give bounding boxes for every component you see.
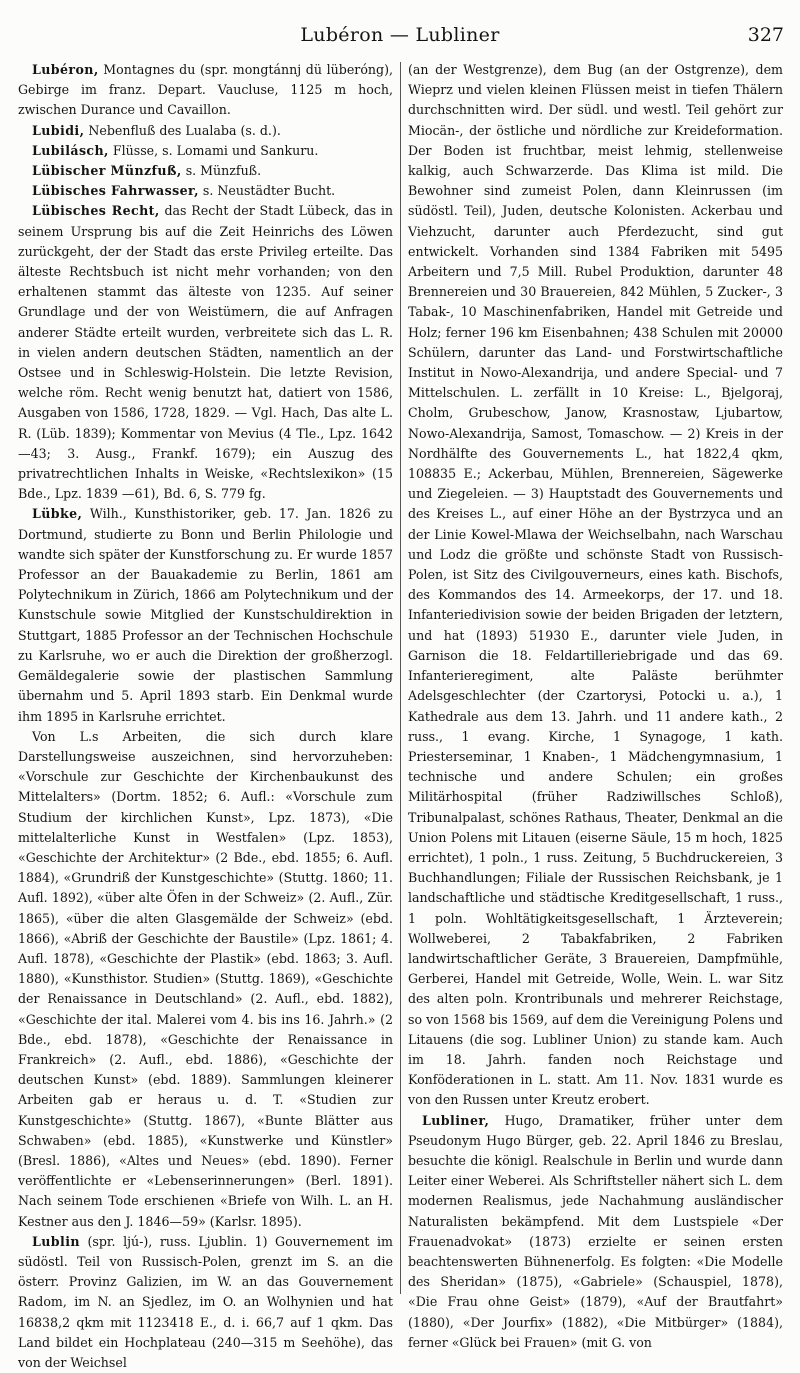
- text-columns: [18, 60, 784, 1370]
- running-head: [16, 24, 784, 52]
- entry-headword: Lübischer Münzfuß,: [32, 163, 182, 179]
- left-column: [18, 60, 393, 1370]
- entry-paragraph: [18, 181, 393, 201]
- entry-text: s. Neustädter Bucht.: [198, 183, 336, 199]
- entry-text: (spr. ljú-), russ. Ljublin. 1) Gouvernement im südöstl. Teil von Russisch-Polen, grenzt im S. an die österr. Provinz Galizien, im W. an das Gouvernement Radom, im N. an Sjedlez, im O. an Wolhynien und hat 16838,2 qkm mit 1123418 E., d. i. 66,7 auf 1 qkm. Das Land bildet ein Hochplateau (240—315 m Seehöhe), das von der Weichsel: [18, 1233, 393, 1370]
- entry-text: s. Münzfuß.: [181, 163, 262, 179]
- entry-text: Montagnes du (spr. mongtánnj dü lüberóng), Gebirge im franz. Depart. Vaucluse, 1125 m hoch, zwischen Durance und Cavaillon.: [18, 62, 393, 118]
- entry-paragraph: [408, 60, 783, 1111]
- entry-paragraph: [18, 727, 393, 1232]
- entry-text: Nebenfluß des Lualaba (s. d.).: [84, 122, 281, 138]
- entry-headword: Lubidi,: [32, 122, 85, 138]
- entry-paragraph: [18, 1232, 393, 1373]
- right-column: [408, 60, 783, 1350]
- entry-text: (an der Westgrenze), dem Bug (an der Ostgrenze), dem Wieprz und vielen kleinen Flüssen meist in tiefen Thälern durchschnitten wird. Der südl. und westl. Teil gehört zur Miocän-, der östliche und nördliche zur Kreideformation. Der Boden ist fruchtbar, meist lehmig, stellenweise kalkig, auch Schwarzerde. Das Klima ist mild. Die Bewohner sind zumeist Polen, dann Kleinrussen (im südöstl. Teil), Juden, deutsche Kolonisten. Ackerbau und Viehzucht, darunter auch Pferdezucht, sind gut entwickelt. Vorhanden sind 1384 Fabriken mit 5495 Arbeitern und 7,5 Mill. Rubel Produktion, darunter 48 Brennereien und 30 Brauereien, 842 Mühlen, 5 Zucker-, 3 Tabak-, 10 Maschinenfabriken, Handel mit Getreide und Holz; ferner 196 km Eisenbahnen; 438 Schulen mit 20000 Schülern, darunter das Land- und Forstwirtschaftliche Institut in Nowo-Alexandrija, und andere Special- und 7 Mittelschulen. L. zerfällt in 10 Kreise: L., Bjelgoraj, Cholm, Grubeschow, Janow, Krasnostaw, Ljubartow, Nowo-Alexandrija, Samost, Tomaschow. — 2) Kreis in der Nordhälfte des Gouvernements L., hat 1822,4 qkm, 108835 E.; Ackerbau, Mühlen, Brennereien, Sägewerke und Ziegeleien. — 3) Hauptstadt des Gouvernements und des Kreises L., auf einer Höhe an der Bystrzyca und an der Linie Kowel-Mlawa der Weichselbahn, nach Warschau und Lodz die größte und schönste Stadt von Russisch-Polen, ist Sitz des Civilgouverneurs, eines kath. Bischofs, des Kommandos des 14. Armeekorps, der 17. und 18. Infanteriedivision sowie der beiden Brigaden der letztern, und hat (1893) 51930 E., darunter viele Juden, in Garnison die 18. Feldartilleriebrigade und das 69. Infanterieregiment, alte Paläste berühmter Adelsgeschlechter (der Czartorysi, Potocki u. a.), 1 Kathedrale aus dem 13. Jahrh. und 11 andere kath., 2 russ., 1 evang. Kirche, 1 Synagoge, 1 kath. Priesterseminar, 1 Knaben-, 1 Mädchengymnasium, 1 technische und andere Schulen; ein großes Militärhospital (früher Radziwillsches Schloß), Tribunalpalast, schönes Rathaus, Theater, Denkmal an die Union Polens mit Litauen (eiserne Säule, 15 m hoch, 1825 errichtet), 1 poln., 1 russ. Zeitung, 5 Buchdruckereien, 3 Buchhandlungen; Filiale der Russischen Reichsbank, je 1 landschaftliche und städtische Kreditgesellschaft, 1 russ., 1 poln. Wohltätigkeitsgesellschaft, 1 Ärzteverein; Wollweberei, 2 Tabakfabriken, 2 Fabriken landwirtschaftlicher Geräte, 3 Brauereien, Dampfmühle, Gerberei, Handel mit Getreide, Wolle, Wein. L. war Sitz des alten poln. Krontribunals und mehrerer Reichstage, so von 1568 bis 1569, auf dem die Vereinigung Polens und Litauens (die sog. Lubliner Union) zu stande kam. Auch im 18. Jahrh. fanden noch Reichstage und Konföderationen in L. statt. Am 11. Nov. 1831 wurde es von den Russen unter Kreutz erobert.: [408, 62, 783, 1108]
- entry-text: Flüsse, s. Lomami und Sankuru.: [108, 142, 319, 158]
- entry-headword: Lubilásch,: [32, 142, 109, 158]
- entry-paragraph: [18, 60, 393, 121]
- running-title: Lubéron — Lubliner: [300, 24, 500, 46]
- page-number: 327: [747, 24, 784, 46]
- entry-headword: Lübisches Recht,: [32, 203, 160, 219]
- entry-paragraph: [18, 141, 393, 161]
- entry-paragraph: [18, 161, 393, 181]
- entry-headword: Lubéron,: [32, 62, 99, 77]
- entry-headword: Lubliner,: [422, 1112, 490, 1128]
- entry-paragraph: [18, 504, 393, 726]
- entry-paragraph: [18, 121, 393, 141]
- entry-text: Von L.s Arbeiten, die sich durch klare Darstellungsweise auszeichnen, sind hervorzuheben: «Vorschule zur Geschichte der Kirchenbaukunst des Mittelalters» (Dortm. 1852; 6. Aufl.: «Vorschule zum Studium der kirchlichen Kunst», Lpz. 1873), «Die mittelalterliche Kunst in Westfalen» (Lpz. 1853), «Geschichte der Architektur» (2 Bde., ebd. 1855; 6. Aufl. 1884), «Grundriß der Kunstgeschichte» (Stuttg. 1860; 11. Aufl. 1892), «über alte Öfen in der Schweiz» (2. Aufl., Zür. 1865), «über die alten Glasgemälde der Schweiz» (ebd. 1866), «Abriß der Geschichte der Baustile» (Lpz. 1861; 4. Aufl. 1878), «Geschichte der Plastik» (ebd. 1863; 3. Aufl. 1880), «Kunsthistor. Studien» (Stuttg. 1869), «Geschichte der Renaissance in Deutschland» (2. Aufl., ebd. 1882), «Geschichte der ital. Malerei vom 4. bis ins 16. Jahrh.» (2 Bde., ebd. 1878), «Geschichte der Renaissance in Frankreich» (2. Aufl., ebd. 1886), «Geschichte der deutschen Kunst» (ebd. 1889). Sammlungen kleinerer Arbeiten gab er heraus u. d. T. «Studien zur Kunstgeschichte» (Stuttg. 1867), «Bunte Blätter aus Schwaben» (ebd. 1885), «Kunstwerke und Künstler» (Bresl. 1886), «Altes und Neues» (ebd. 1890). Ferner veröffentlichte er «Lebenserinnerungen» (Berl. 1891). Nach seinem Tode erschienen «Briefe von Wilh. L. an H. Kestner aus den J. 1846—59» (Karlsr. 1895).: [18, 728, 393, 1229]
- entry-paragraph: [18, 201, 393, 504]
- entry-headword: Lübke,: [32, 506, 83, 522]
- entry-headword: Lübisches Fahrwasser,: [32, 183, 199, 199]
- entry-text: das Recht der Stadt Lübeck, das in seinem Ursprung bis auf die Zeit Heinrichs des Löwen zurückgeht, der der Stadt das erste Privileg erteilte. Das älteste Rechtsbuch ist nicht mehr vorhanden; von den erhaltenen stammt das älteste von 1235. Auf seiner Grundlage und der von Weistümern, die auf Anfragen anderer Städte erteilt wurden, verbreitete sich das L. R. in vielen andern deutschen Städten, namentlich an der Ostsee und in Schleswig-Holstein. Die letzte Revision, welche röm. Recht wenig benutzt hat, datiert von 1586, Ausgaben von 1586, 1728, 1829. — Vgl. Hach, Das alte L. R. (Lüb. 1839); Kommentar von Mevius (4 Tle., Lpz. 1642—43; 3. Ausg., Frankf. 1679); ein Auszug des privatrechtlichen Inhalts in Weiske, «Rechtslexikon» (15 Bde., Lpz. 1839 —61), Bd. 6, S. 779 fg.: [18, 203, 393, 502]
- entry-text: Hugo, Dramatiker, früher unter dem Pseudonym Hugo Bürger, geb. 22. April 1846 zu Breslau, besuchte die königl. Realschule in Berlin und wurde dann Leiter einer Weberei. Als Schriftsteller nähert sich L. dem modernen Realismus, jede Nachahmung ausländischer Naturalisten bekämpfend. Mit dem Lustspiele «Der Frauenadvokat» (1873) erzielte er seinen ersten beachtenswerten Bühnenerfolg. Es folgten: «Die Modelle des Sheridan» (1875), «Gabriele» (Schauspiel, 1878), «Die Frau ohne Geist» (1879), «Auf der Brautfahrt» (1880), «Der Jourfix» (1882), «Die Mitbürger» (1884), ferner «Glück bei Frauen» (mit G. von: [408, 1112, 783, 1350]
- entry-paragraph: [408, 1111, 783, 1353]
- entry-headword: Lublin: [32, 1233, 80, 1249]
- entry-text: Wilh., Kunsthistoriker, geb. 17. Jan. 1826 zu Dortmund, studierte zu Bonn und Berlin Philologie und wandte sich später der Kunstforschung zu. Er wurde 1857 Professor an der Bauakademie zu Berlin, 1861 am Polytechnikum in Zürich, 1866 am Polytechnikum und der Kunstschule sowie Mitglied der Kunstschuldirektion in Stuttgart, 1885 Professor an der Technischen Hochschule zu Karlsruhe, wo er auch die Direktion der großherzogl. Gemäldegalerie sowie der plastischen Sammlung übernahm und 5. April 1893 starb. Ein Denkmal wurde ihm 1895 in Karlsruhe errichtet.: [18, 506, 393, 724]
